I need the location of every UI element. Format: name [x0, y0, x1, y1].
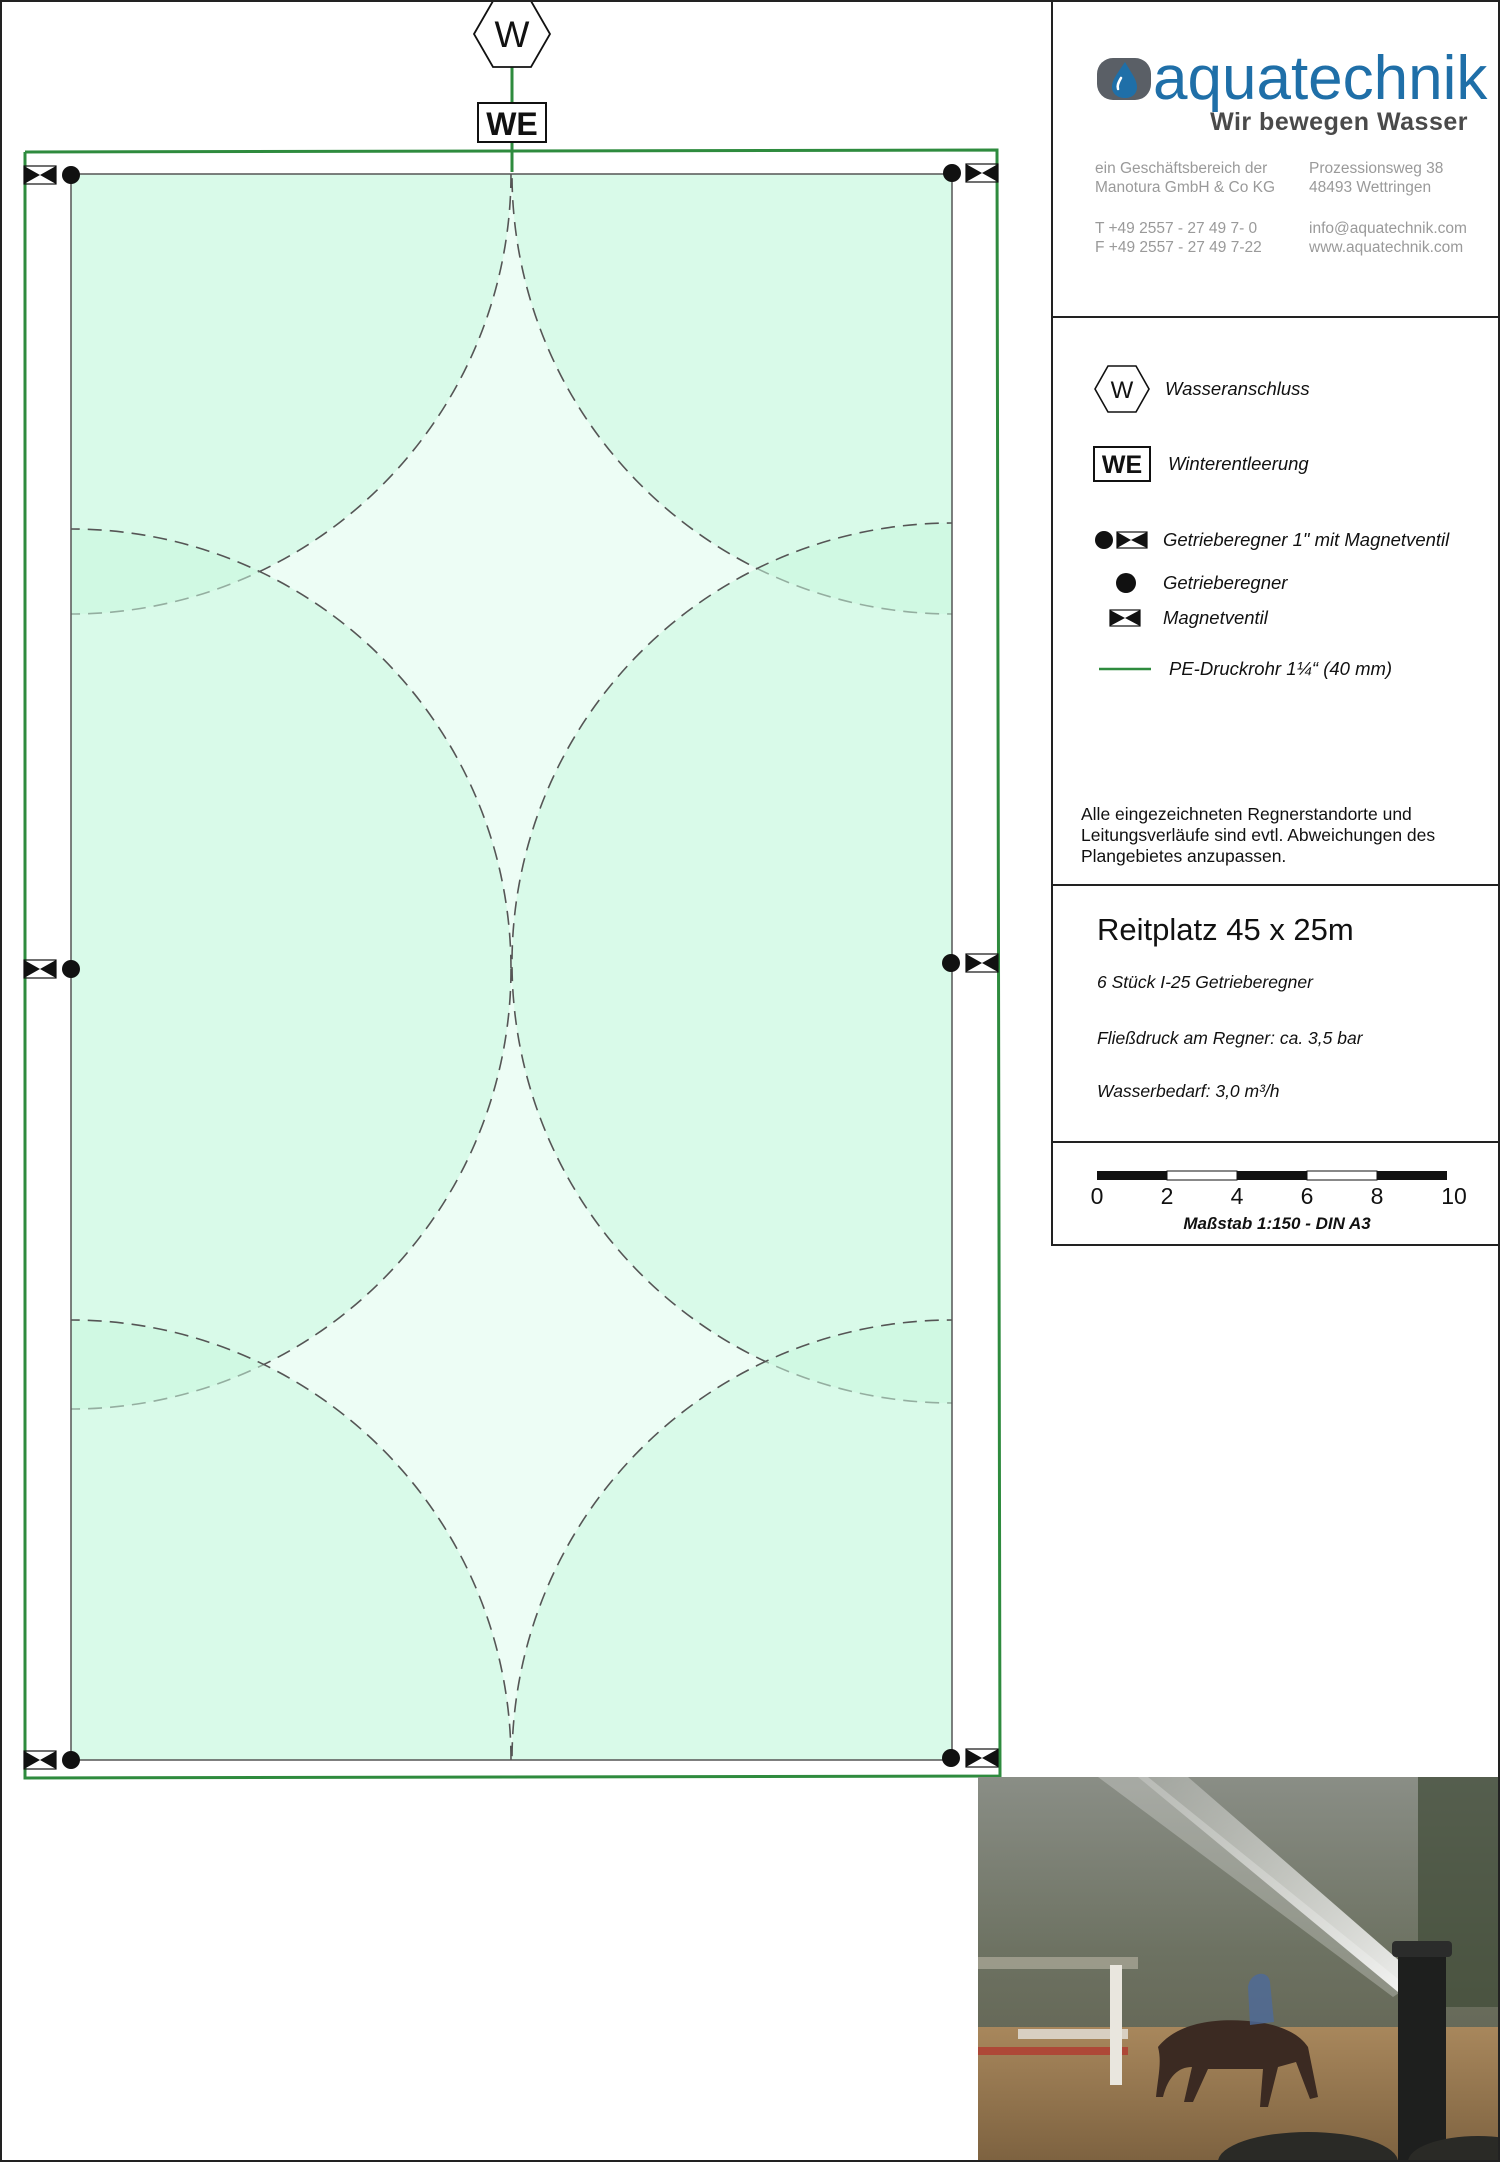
legend-label: Magnetventil — [1163, 607, 1268, 628]
sprinkler-middle-left — [24, 960, 80, 978]
legend-label: PE-Druckrohr 1¼“ (40 mm) — [1169, 658, 1393, 679]
scale-label: Maßstab 1:150 - DIN A3 — [1183, 1214, 1371, 1233]
sprinkler-middle-right — [942, 954, 998, 972]
pipe-line-icon — [1093, 657, 1151, 681]
scale-tick-label: 4 — [1230, 1183, 1244, 1209]
fax-number: F +49 2557 - 27 49 7-22 — [1095, 239, 1262, 256]
scale-tick-label: 2 — [1160, 1183, 1174, 1209]
svg-text:WE: WE — [1101, 451, 1143, 479]
address-line: Manotura GmbH & Co KG — [1095, 179, 1276, 196]
svg-text:W: W — [1110, 377, 1134, 404]
address-line: 48493 Wettringen — [1309, 179, 1432, 196]
sprinkler-photo — [978, 1777, 1500, 2162]
sprinkler-bottom-left — [24, 1751, 80, 1769]
riding-arena-sprinkler-image — [978, 1777, 1500, 2162]
legend-item-winter-drain — [1093, 446, 1309, 482]
address-line: ein Geschäftsbereich der — [1095, 160, 1268, 177]
scale-tick-label: 8 — [1370, 1183, 1384, 1209]
we-box-icon — [1093, 446, 1151, 482]
sprinkler-valve-icon — [1093, 528, 1151, 552]
legend-label: Winterentleerung — [1168, 453, 1309, 474]
company-parent — [1095, 159, 1275, 197]
sprinkler-dot-icon — [1093, 571, 1151, 595]
company-header — [1051, 0, 1500, 318]
company-address — [1309, 159, 1443, 197]
water-drop-logo-icon — [1095, 56, 1153, 102]
legend-item-pipe — [1093, 657, 1392, 681]
flow-pressure: Fließdruck am Regner: ca. 3,5 bar — [1097, 1028, 1363, 1048]
email-link[interactable]: info@aquatechnik.com — [1309, 220, 1467, 237]
legend-label: Getrieberegner 1" mit Magnetventil — [1163, 529, 1450, 550]
brand-name-aqua: aqua — [1153, 44, 1291, 113]
scale-bar-panel — [1051, 1143, 1500, 1246]
website-link[interactable]: www.aquatechnik.com — [1309, 239, 1464, 256]
sprinkler-top-right — [943, 164, 998, 182]
project-title: Reitplatz 45 x 25m — [1097, 912, 1354, 947]
legend-item-sprinkler-valve — [1093, 528, 1449, 552]
planning-note: Alle eingezeichneten Regnerstandorte und Leitungsverläufe sind evtl. Abweichungen des Plangebietes anzupassen. — [1081, 804, 1436, 866]
company-logo — [1095, 44, 1488, 113]
address-line: Prozessionsweg 38 — [1309, 160, 1444, 177]
brand-name — [1153, 44, 1488, 113]
legend — [1051, 318, 1500, 886]
company-phone-fax — [1095, 219, 1262, 257]
company-contact — [1309, 219, 1467, 257]
valve-icon — [1093, 606, 1151, 630]
legend-item-valve — [1093, 606, 1268, 630]
scale-tick-label: 10 — [1441, 1183, 1467, 1209]
legend-label: Getrieberegner — [1163, 572, 1288, 593]
sprinkler-bottom-right — [942, 1749, 998, 1767]
water-demand: Wasserbedarf: 3,0 m³/h — [1097, 1081, 1280, 1101]
scale-tick-label: 0 — [1090, 1183, 1104, 1209]
brand-name-technik: technik — [1290, 44, 1488, 113]
legend-item-sprinkler — [1093, 571, 1287, 595]
phone-number: T +49 2557 - 27 49 7- 0 — [1095, 220, 1258, 237]
water-connection-symbol — [474, 1, 550, 67]
project-info — [1051, 886, 1500, 1143]
hexagon-w-icon — [1093, 364, 1151, 414]
sprinkler-top-left — [24, 166, 80, 184]
slogan: Wir bewegen Wasser — [1210, 108, 1468, 136]
scale-bar — [1053, 1143, 1500, 1244]
svg-text:WE: WE — [486, 106, 538, 142]
svg-text:W: W — [494, 14, 530, 55]
scale-tick-label: 6 — [1300, 1183, 1314, 1209]
legend-item-water-connection — [1093, 364, 1310, 414]
legend-label: Wasseranschluss — [1165, 378, 1310, 399]
winter-drain-symbol — [478, 103, 546, 142]
sprinkler-count: 6 Stück I-25 Getrieberegner — [1097, 972, 1313, 992]
